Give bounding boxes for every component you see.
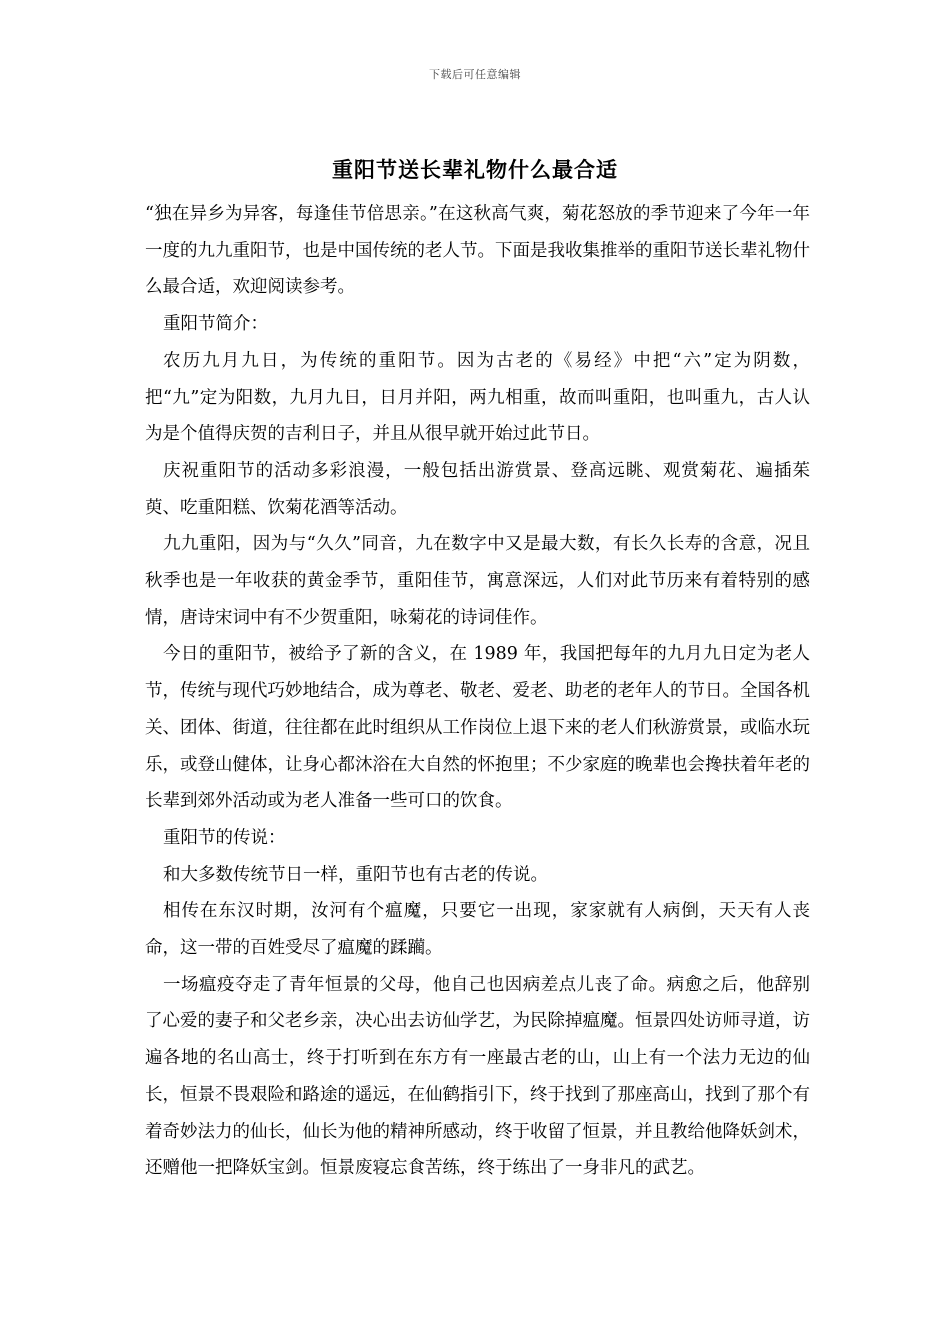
document-title: 重阳节送长辈礼物什么最合适 bbox=[332, 157, 618, 182]
section-heading-legend: 重阳节的传说： bbox=[163, 827, 286, 848]
document-body bbox=[145, 196, 810, 1187]
paragraph: 庆祝重阳节的活动多彩浪漫，一般包括出游赏景、登高远眺、观赏菊花、遍插茱萸、吃重阳糕、饮菊花酒等活动。 bbox=[145, 460, 810, 518]
paragraph: 相传在东汉时期，汝河有个瘟魔，只要它一出现，家家就有人病倒，天天有人丧命，这一带的百姓受尽了瘟魔的蹂躏。 bbox=[145, 901, 810, 959]
header-note: 下载后可任意编辑 bbox=[429, 68, 521, 81]
paragraph: 农历九月九日，为传统的重阳节。因为古老的《易经》中把“六”定为阴数，把“九”定为阳数，九月九日，日月并阳，两九相重，故而叫重阳，也叫重九，古人认为是个值得庆贺的吉利日子，并且从很早就开始过此节日。 bbox=[145, 350, 810, 445]
section-heading-intro: 重阳节简介： bbox=[163, 314, 268, 335]
paragraph-intro: “独在异乡为异客，每逢佳节倍思亲。”在这秋高气爽，菊花怒放的季节迎来了今年一年一度的九九重阳节，也是中国传统的老人节。下面是我收集推举的重阳节送长辈礼物什么最合适，欢迎阅读参考。 bbox=[145, 204, 810, 298]
paragraph: 九九重阳，因为与“久久”同音，九在数字中又是最大数，有长久长寿的含意，况且秋季也是一年收获的黄金季节，重阳佳节，寓意深远，人们对此节历来有着特别的感情，唐诗宋词中有不少贺重阳，咏菊花的诗词佳作。 bbox=[145, 534, 810, 628]
paragraph: 一场瘟疫夺走了青年恒景的父母，他自己也因病差点儿丧了命。病愈之后，他辞别了心爱的妻子和父老乡亲，决心出去访仙学艺，为民除掉瘟魔。恒景四处访师寻道，访遍各地的名山高士，终于打听到在东方有一座最古老的山，山上有一个法力无边的仙长，恒景不畏艰险和路途的遥远，在仙鹤指引下，终于找到了那座高山，找到了那个有着奇妙法力的仙长，仙长为他的精神所感动，终于收留了恒景，并且教给他降妖剑术，还赠他一把降妖宝剑。恒景废寝忘食苦练，终于练出了一身非凡的武艺。 bbox=[145, 974, 810, 1179]
paragraph: 和大多数传统节日一样，重阳节也有古老的传说。 bbox=[163, 864, 548, 885]
paragraph: 今日的重阳节，被给予了新的含义，在 1989 年，我国把每年的九月九日定为老人节，传统与现代巧妙地结合，成为尊老、敬老、爱老、助老的老年人的节日。全国各机关、团体、街道，往往都在此时组织从工作岗位上退下来的老人们秋游赏景，或临水玩乐，或登山健体，让身心都沐浴在大自然的怀抱里；不少家庭的晚辈也会搀扶着年老的长辈到郊外活动或为老人准备一些可口的饮食。 bbox=[145, 644, 810, 812]
